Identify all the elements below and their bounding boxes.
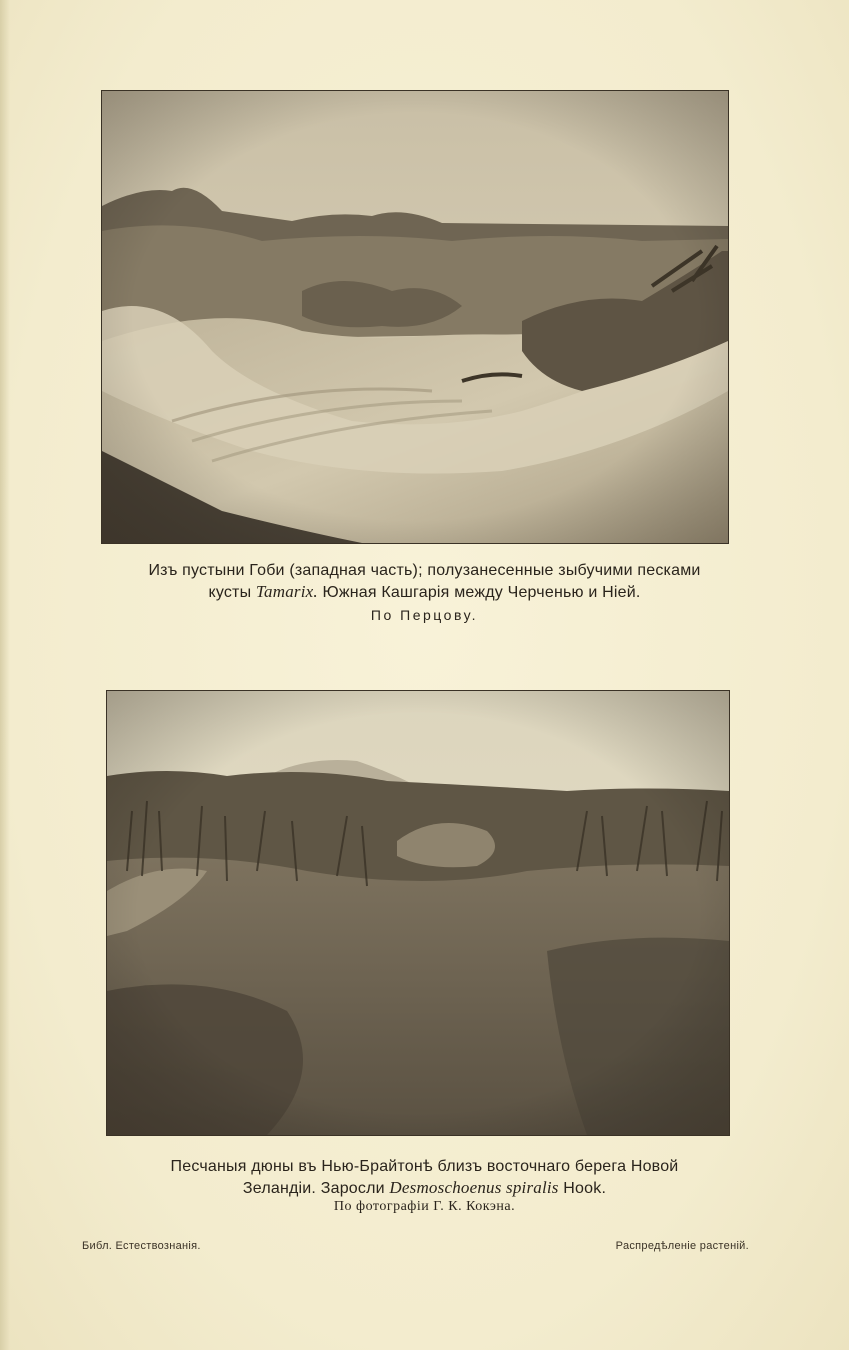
figure1-caption-taxon: Tamarix. <box>255 582 318 601</box>
footer-series-title: Библ. Естествознанія. <box>82 1240 201 1252</box>
footer-book-title: Распредѣленіе растеній. <box>615 1240 749 1252</box>
figure1-credit: По Перцову. <box>370 607 479 623</box>
page-edge-shadow <box>0 0 10 1350</box>
figure2-credit: По фотографіи Г. К. Кокэна. <box>333 1199 516 1214</box>
figure1-caption-suffix: Южная Кашгарія между Черченью и Ніей. <box>322 584 641 601</box>
figure2-caption-line2 <box>0 1178 849 1199</box>
new-brighton-dunes-photo <box>106 690 730 1136</box>
figure2-caption-prefix: Зеландіи. Заросли <box>242 1180 385 1197</box>
figure1-caption-line2 <box>0 582 849 603</box>
figure2-caption-line1: Песчаныя дюны въ Нью-Брайтонѣ близъ восточнаго берега Новой <box>170 1158 679 1175</box>
figure1-caption-line1: Изъ пустыни Гоби (западная часть); полузанесенные зыбучими песками <box>148 562 701 579</box>
gobi-desert-photo <box>101 90 729 544</box>
figure2-caption-taxon: Desmoschoenus spiralis <box>389 1178 559 1197</box>
figure2-caption-suffix: Hook. <box>563 1180 607 1197</box>
figure1-caption-prefix: кусты <box>208 584 252 601</box>
